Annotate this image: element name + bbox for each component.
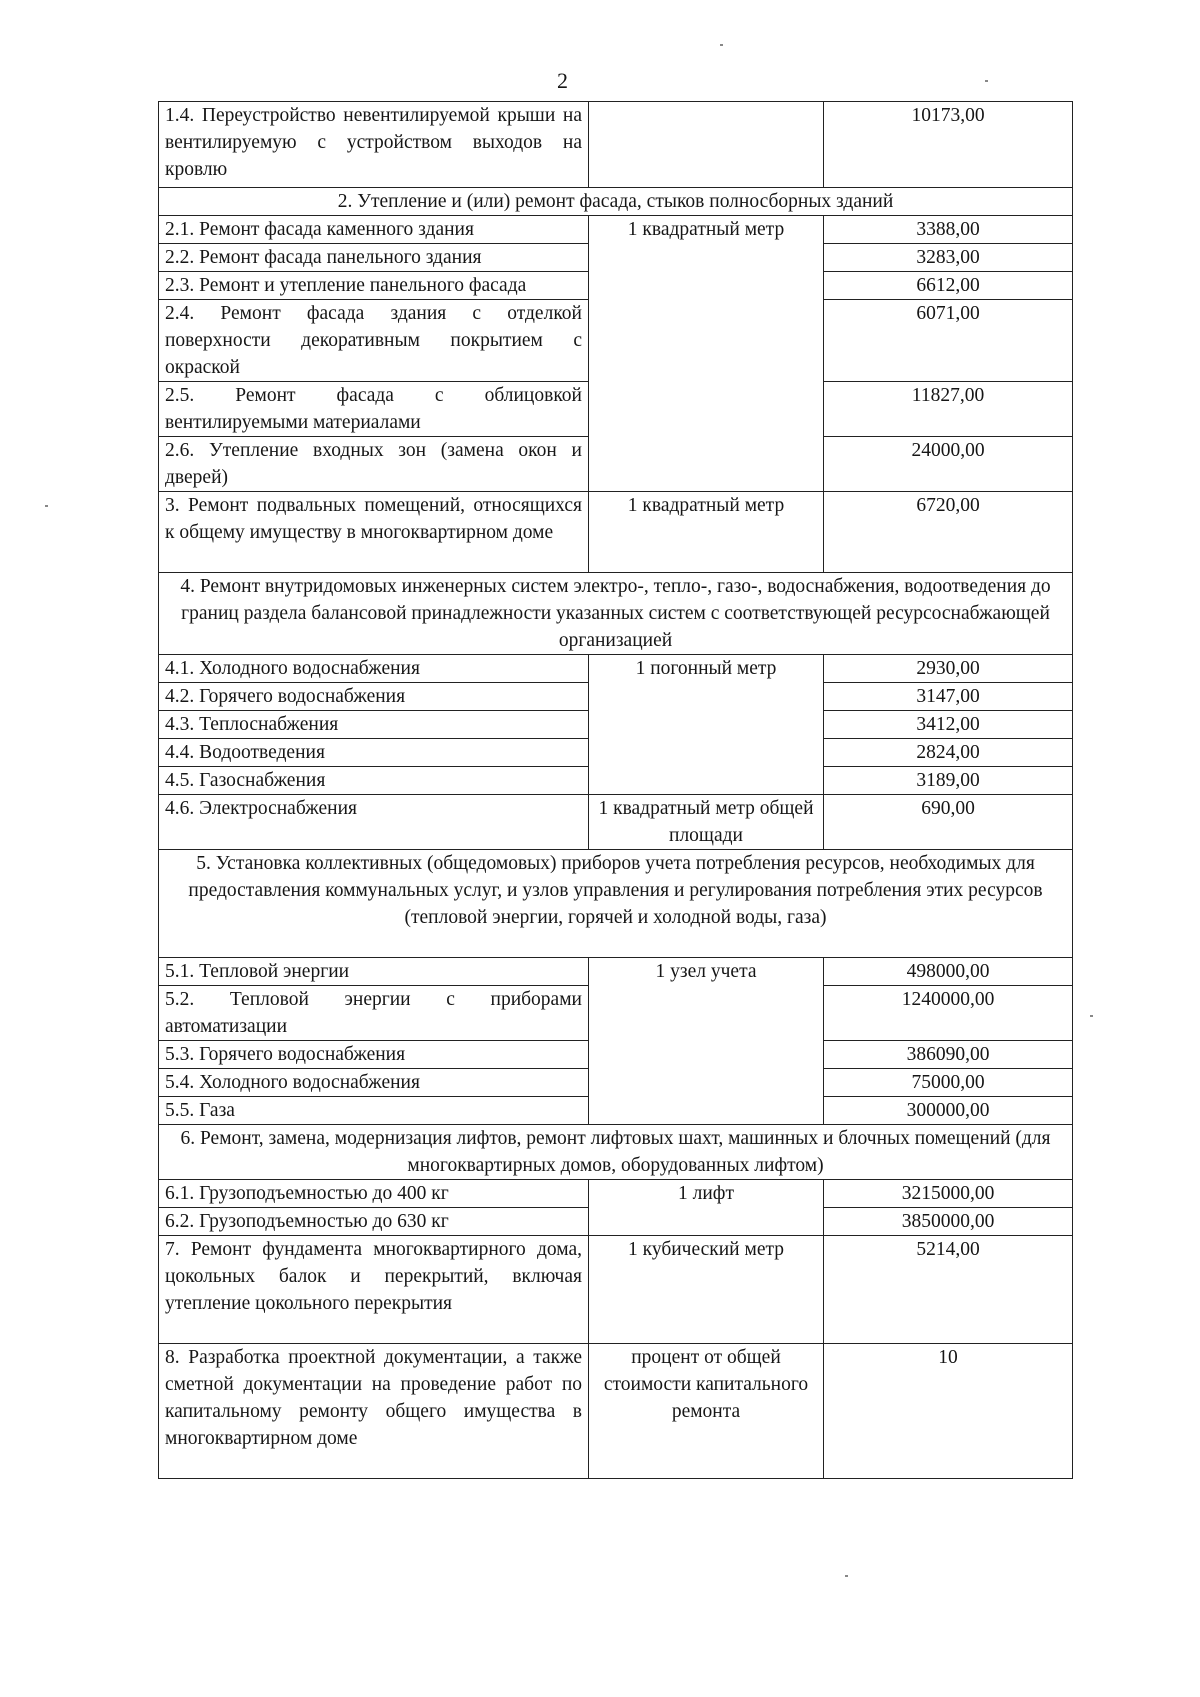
cost-cell: 3215000,00 <box>824 1180 1073 1208</box>
section-header <box>159 1125 1073 1180</box>
work-name: 4.3. Теплоснабжения <box>159 711 589 739</box>
cost-cell: 2824,00 <box>824 739 1073 767</box>
cost-cell: 6720,00 <box>824 492 1073 573</box>
cost-cell: 3283,00 <box>824 244 1073 272</box>
table-row <box>159 1236 1073 1344</box>
scan-speck <box>720 44 723 46</box>
work-name: 4.4. Водоотведения <box>159 739 589 767</box>
work-name: 1.4. Переустройство невентилируемой крыши на вентилируемую с устройством выходов на кровлю <box>159 102 589 188</box>
work-name: 7. Ремонт фундамента многоквартирного дома, цокольных балок и перекрытий, включая утепление цокольного перекрытия <box>159 1236 589 1344</box>
scan-speck <box>1090 1015 1093 1017</box>
work-name: 2.4. Ремонт фасада здания с отделкой поверхности декоративным покрытием с окраской <box>159 300 589 382</box>
work-name: 2.5. Ремонт фасада с облицовкой вентилируемыми материалами <box>159 382 589 437</box>
unit-cell: процент от общей стоимости капитального ремонта <box>589 1344 824 1479</box>
scan-speck <box>985 80 988 82</box>
work-name: 5.5. Газа <box>159 1097 589 1125</box>
unit-cell: 1 квадратный метр <box>589 216 824 492</box>
cost-cell: 3850000,00 <box>824 1208 1073 1236</box>
table-row <box>159 492 1073 573</box>
work-name: 8. Разработка проектной документации, а также сметной документации на проведение работ по капитальному ремонту общего имущества в многоквартирном доме <box>159 1344 589 1479</box>
unit-cell: 1 кубический метр <box>589 1236 824 1344</box>
section-title: 2. Утепление и (или) ремонт фасада, стыков полносборных зданий <box>159 188 1073 216</box>
work-name: 2.2. Ремонт фасада панельного здания <box>159 244 589 272</box>
section-title: 6. Ремонт, замена, модернизация лифтов, ремонт лифтовых шахт, машинных и блочных помещений (для многоквартирных домов, оборудованных лифтом) <box>159 1125 1073 1180</box>
scan-speck <box>845 1575 848 1577</box>
table-row <box>159 1344 1073 1479</box>
cost-cell: 5214,00 <box>824 1236 1073 1344</box>
unit-cell: 1 лифт <box>589 1180 824 1236</box>
work-name: 2.6. Утепление входных зон (замена окон и дверей) <box>159 437 589 492</box>
section-title: 5. Установка коллективных (общедомовых) приборов учета потребления ресурсов, необходимых для предоставления коммунальных услуг, и узлов управления и регулирования потребления этих ресурсов (тепловой энергии, горячей и холодной воды, газа) <box>159 850 1073 958</box>
cost-cell: 6071,00 <box>824 300 1073 382</box>
cost-cell: 386090,00 <box>824 1041 1073 1069</box>
work-name: 2.1. Ремонт фасада каменного здания <box>159 216 589 244</box>
cost-cell: 2930,00 <box>824 655 1073 683</box>
cost-cell: 3189,00 <box>824 767 1073 795</box>
work-name: 4.1. Холодного водоснабжения <box>159 655 589 683</box>
work-name: 6.2. Грузоподъемностью до 630 кг <box>159 1208 589 1236</box>
work-name: 4.5. Газоснабжения <box>159 767 589 795</box>
table-row <box>159 1180 1073 1208</box>
cost-cell: 498000,00 <box>824 958 1073 986</box>
unit-cell: 1 погонный метр <box>589 655 824 795</box>
repair-cost-table <box>158 101 1073 1479</box>
cost-cell: 690,00 <box>824 795 1073 850</box>
page-number: 2 <box>557 68 568 93</box>
unit-cell <box>589 102 824 188</box>
work-name: 6.1. Грузоподъемностью до 400 кг <box>159 1180 589 1208</box>
work-name: 3. Ремонт подвальных помещений, относящихся к общему имуществу в многоквартирном доме <box>159 492 589 573</box>
cost-cell: 24000,00 <box>824 437 1073 492</box>
table-row <box>159 958 1073 986</box>
work-name: 5.1. Тепловой энергии <box>159 958 589 986</box>
section-header <box>159 188 1073 216</box>
cost-cell: 1240000,00 <box>824 986 1073 1041</box>
cost-cell: 10173,00 <box>824 102 1073 188</box>
cost-cell: 3147,00 <box>824 683 1073 711</box>
unit-cell: 1 квадратный метр <box>589 492 824 573</box>
cost-cell: 11827,00 <box>824 382 1073 437</box>
scan-speck <box>45 505 48 507</box>
cost-cell: 6612,00 <box>824 272 1073 300</box>
cost-cell: 3412,00 <box>824 711 1073 739</box>
unit-cell: 1 узел учета <box>589 958 824 1125</box>
work-name: 5.4. Холодного водоснабжения <box>159 1069 589 1097</box>
table-row <box>159 795 1073 850</box>
cost-cell: 75000,00 <box>824 1069 1073 1097</box>
cost-cell: 300000,00 <box>824 1097 1073 1125</box>
table-row <box>159 655 1073 683</box>
section-title: 4. Ремонт внутридомовых инженерных систем электро-, тепло-, газо-, водоснабжения, водоотведения до границ раздела балансовой принадлежности указанных систем с соответствующей ресурсоснабжающей организацией <box>159 573 1073 655</box>
work-name: 4.2. Горячего водоснабжения <box>159 683 589 711</box>
work-name: 4.6. Электроснабжения <box>159 795 589 850</box>
section-header <box>159 850 1073 958</box>
cost-cell: 10 <box>824 1344 1073 1479</box>
table-row <box>159 216 1073 244</box>
work-name: 5.2. Тепловой энергии с приборами автоматизации <box>159 986 589 1041</box>
work-name: 2.3. Ремонт и утепление панельного фасада <box>159 272 589 300</box>
table-row <box>159 102 1073 188</box>
work-name: 5.3. Горячего водоснабжения <box>159 1041 589 1069</box>
cost-cell: 3388,00 <box>824 216 1073 244</box>
section-header <box>159 573 1073 655</box>
unit-cell: 1 квадратный метр общей площади <box>589 795 824 850</box>
